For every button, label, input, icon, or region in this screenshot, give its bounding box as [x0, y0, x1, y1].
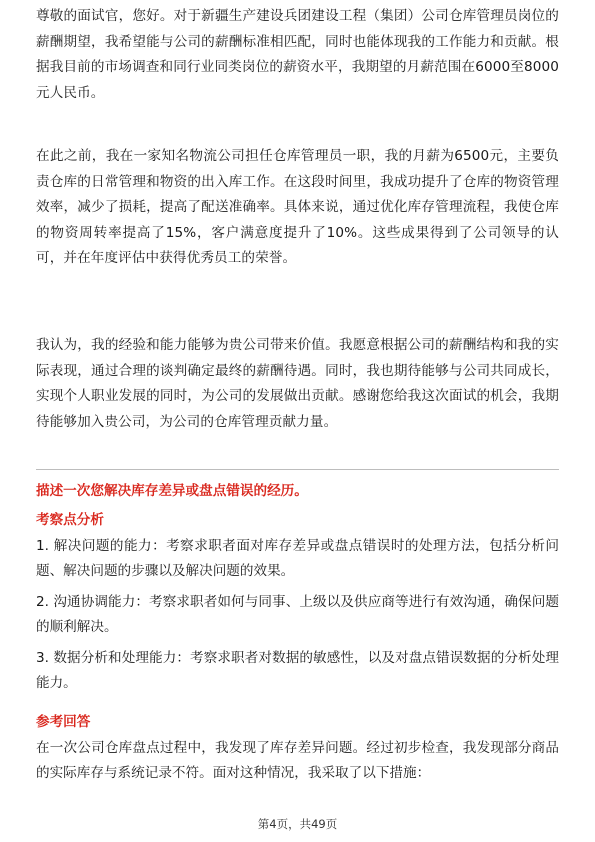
page-footer: 第4页，共49页: [257, 817, 338, 831]
analysis-item-communication: 2. 沟通协调能力：考察求职者如何与同事、上级以及供应商等进行有效沟通，确保问题的顺利解决。: [36, 594, 559, 635]
intro-paragraph-salary-expectation: 尊敬的面试官，您好。对于新疆生产建设兵团建设工程（集团）公司仓库管理员岗位的薪酬期望，我希望能与公司的薪酬标准相匹配，同时也能体现我的工作能力和贡献。根据我目前的市场调查和同行业同类岗位的薪资水平，我期望的月薪范围在6000至8000元人民币。: [36, 8, 559, 101]
intro-paragraph-closing: 我认为，我的经验和能力能够为贵公司带来价值。我愿意根据公司的薪酬结构和我的实际表现，通过合理的谈判确定最终的薪酬待遇。同时，我也期待能够与公司共同成长，实现个人职业发展的同时，为公司的发展做出贡献。感谢您给我这次面试的机会，我期待能够加入贵公司，为公司的仓库管理贡献力量。: [36, 337, 559, 430]
section-divider: [36, 469, 559, 470]
analysis-heading: 考察点分析: [36, 512, 104, 528]
intro-paragraph-previous-experience: 在此之前，我在一家知名物流公司担任仓库管理员一职，我的月薪为6500元，主要负责仓库的日常管理和物资的出入库工作。在这段时间里，我成功提升了仓库的物资管理效率，减少了损耗，提高了配送准确率。具体来说，通过优化库存管理流程，我使仓库的物资周转率提高了15%，客户满意度提升了10%。这些成果得到了公司领导的认可，并在年度评估中获得优秀员工的荣誉。: [36, 148, 559, 266]
interview-question: 描述一次您解决库存差异或盘点错误的经历。: [36, 483, 308, 499]
analysis-item-problem-solving: 1. 解决问题的能力：考察求职者面对库存差异或盘点错误时的处理方法，包括分析问题、解决问题的步骤以及解决问题的效果。: [36, 538, 559, 579]
analysis-item-data-analysis: 3. 数据分析和处理能力：考察求职者对数据的敏感性，以及对盘点错误数据的分析处理能力。: [36, 650, 559, 691]
answer-heading: 参考回答: [36, 714, 91, 730]
answer-text: 在一次公司仓库盘点过程中，我发现了库存差异问题。经过初步检查，我发现部分商品的实际库存与系统记录不符。面对这种情况，我采取了以下措施：: [36, 740, 559, 781]
